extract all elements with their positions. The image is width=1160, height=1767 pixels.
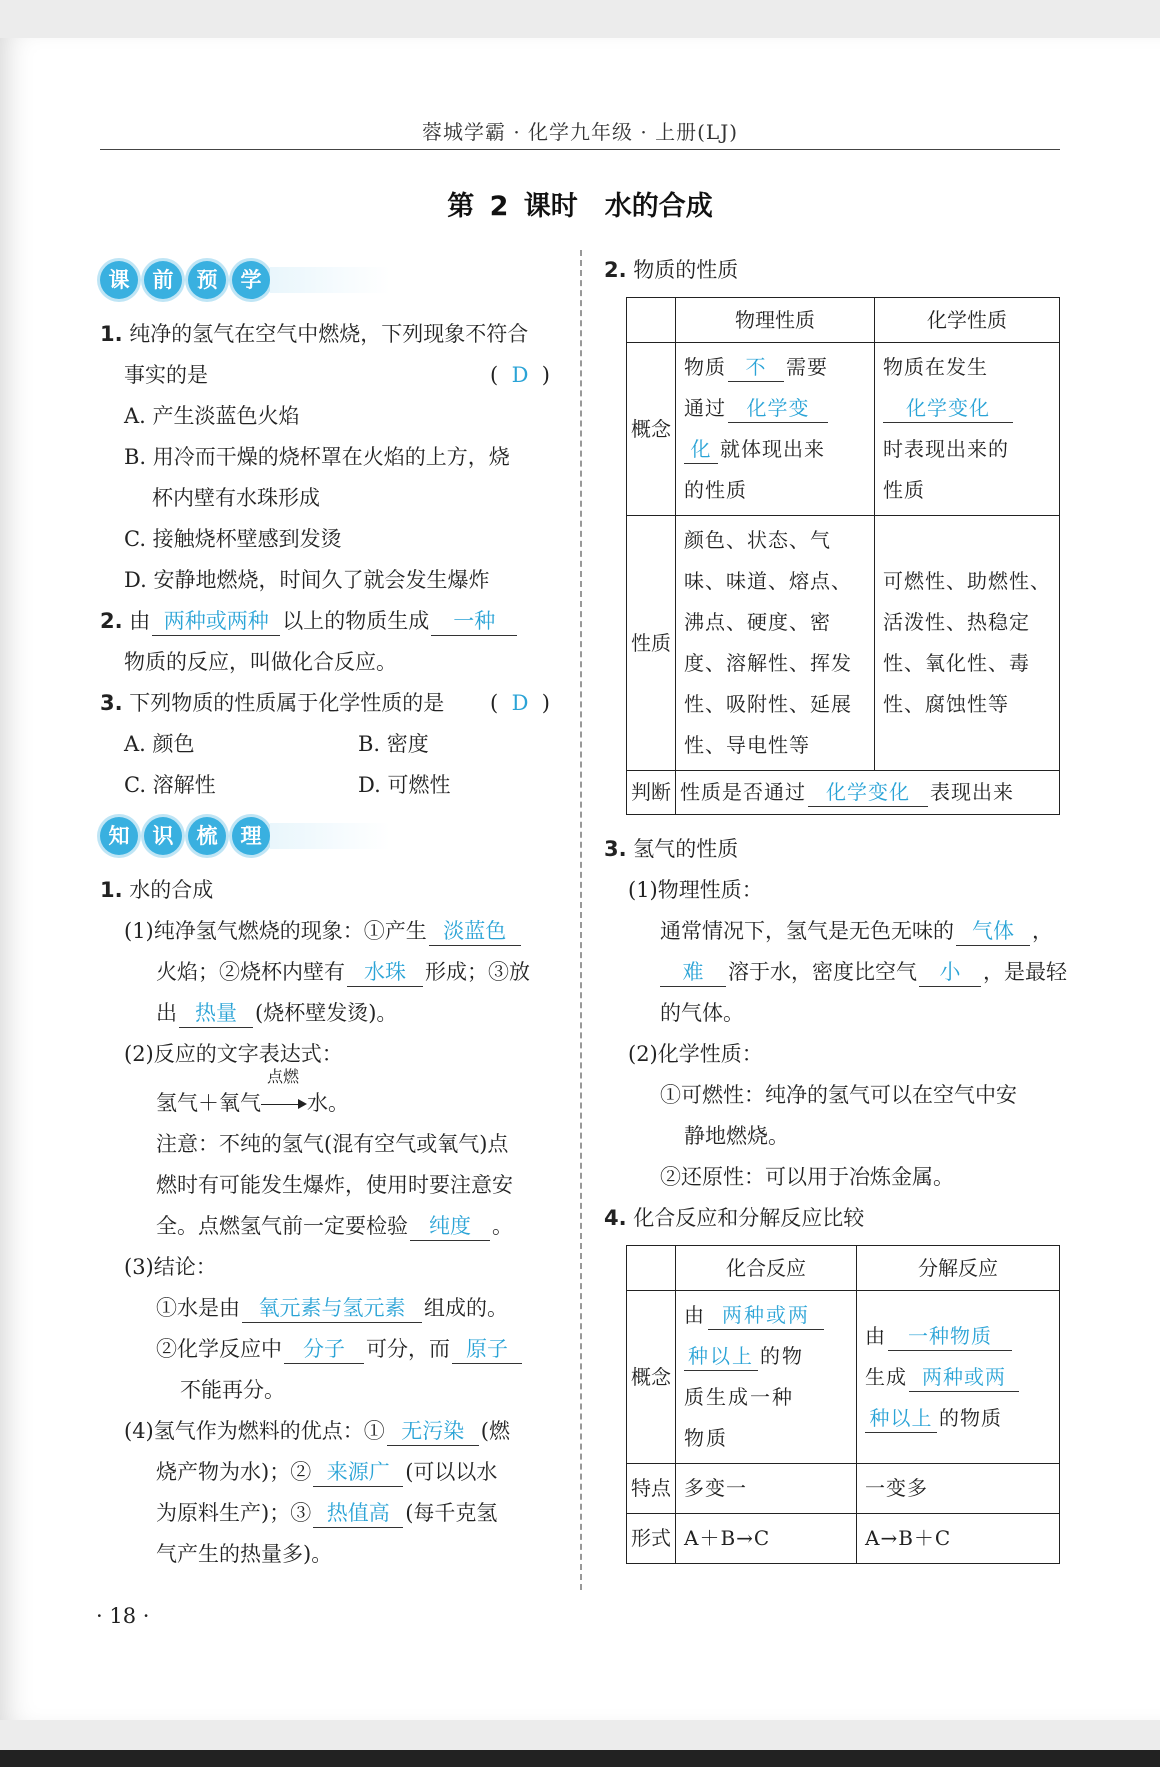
badge-char: 理 bbox=[232, 817, 270, 855]
badge-decoration bbox=[270, 267, 390, 293]
k1-s1-line3: 出 热量 (烧杯壁发烫)。 bbox=[100, 993, 556, 1034]
q1-option-d: D. 安静地燃烧，时间久了就会发生爆炸 bbox=[124, 568, 490, 592]
k2-heading: 2. 物质的性质 bbox=[604, 258, 739, 282]
k3-heading: 3. 氢气的性质 bbox=[604, 837, 739, 861]
q2-line2: 物质的反应，叫做化合反应。 bbox=[124, 650, 397, 674]
k4-heading: 4. 化合反应和分解反应比较 bbox=[604, 1206, 865, 1230]
k1-s4-line4: 气产生的热量多)。 bbox=[156, 1542, 333, 1566]
k1-s4-line3: 为原料生产)；③ 热值高 (每千克氢 bbox=[100, 1493, 556, 1534]
k1-s3: (3)结论： bbox=[124, 1255, 217, 1279]
q3-options-ab: A. 颜色 B. 密度 bbox=[124, 732, 429, 756]
q2-line1: 2. 由 两种或两种 以上的物质生成 一种 bbox=[100, 601, 556, 642]
q3-answer-paren: ( D ) bbox=[490, 691, 550, 715]
k1-s4-line1: (4)氢气作为燃料的优点：① 无污染 (燃 bbox=[100, 1411, 556, 1452]
q1-option-a: A. 产生淡蓝色火焰 bbox=[124, 404, 300, 428]
column-divider bbox=[580, 250, 582, 1590]
combination-feature: 多变一 bbox=[676, 1464, 857, 1514]
combination-form: A＋B→C bbox=[676, 1514, 857, 1564]
k1-s4-line2: 烧产物为水)；② 来源广 (可以以水 bbox=[100, 1452, 556, 1493]
reaction-table bbox=[626, 1245, 1060, 1564]
header-rule bbox=[100, 149, 1060, 150]
k1-heading: 1. 水的合成 bbox=[100, 878, 214, 902]
row-property-label: 性质 bbox=[627, 516, 676, 771]
row-form-label: 形式 bbox=[627, 1514, 676, 1564]
property-table bbox=[626, 297, 1060, 815]
q1-answer: D bbox=[511, 363, 529, 387]
k3-c2: ②还原性：可以用于冶炼金属。 bbox=[660, 1165, 954, 1189]
row-concept-label: 概念 bbox=[627, 343, 676, 516]
badge-char: 梳 bbox=[188, 817, 226, 855]
chemical-properties: 可燃性、助燃性、 活泼性、热稳定 性、氧化性、毒 性、腐蚀性等 bbox=[875, 516, 1060, 771]
q2-blank1: 两种或两种 bbox=[152, 607, 280, 636]
k3-p1-line1: 通常情况下，氢气是无色无味的 气体 ， bbox=[604, 911, 1060, 952]
badge-char: 课 bbox=[100, 261, 138, 299]
page-number: · 18 · bbox=[96, 1604, 150, 1628]
decomposition-concept: 由 一种物质 生成 两种或两 种以上 的物质 bbox=[857, 1291, 1060, 1464]
k1-equation: 氢气＋氧气 点燃 水。 bbox=[156, 1066, 349, 1115]
reaction-arrow: 点燃 bbox=[261, 1095, 307, 1115]
header-combination: 化合反应 bbox=[676, 1246, 857, 1291]
k1-note1: 注意：不纯的氢气(混有空气或氧气)点 bbox=[156, 1132, 509, 1156]
section-badge-knowledge bbox=[100, 816, 556, 856]
badge-char: 知 bbox=[100, 817, 138, 855]
header-chemical: 化学性质 bbox=[875, 298, 1060, 343]
running-header: 蓉城学霸 · 化学九年级 · 上册(LJ) bbox=[421, 120, 739, 144]
k1-c2-cont: 不能再分。 bbox=[180, 1378, 285, 1402]
q3-line1: 3. 下列物质的性质属于化学性质的是 ( D ) bbox=[100, 683, 556, 724]
k3-p1-line2: 难 溶于水，密度比空气 小 ，是最轻 bbox=[604, 952, 1060, 993]
k1-note2: 燃时有可能发生爆炸，使用时要注意安 bbox=[156, 1173, 513, 1197]
header-decomposition: 分解反应 bbox=[857, 1246, 1060, 1291]
badge-char: 学 bbox=[232, 261, 270, 299]
q1-answer-paren: ( D ) bbox=[490, 363, 550, 387]
k3-c1-line2: 静地燃烧。 bbox=[684, 1124, 789, 1148]
k1-c2: ②化学反应中 分子 可分，而 原子 bbox=[100, 1329, 556, 1370]
q3-options-cd: C. 溶解性 D. 可燃性 bbox=[124, 773, 451, 797]
section-badge-preview bbox=[100, 260, 556, 300]
q1-option-b-cont: 杯内壁有水珠形成 bbox=[152, 486, 320, 510]
q1-option-b: B. 用冷而干燥的烧杯罩在火焰的上方，烧 bbox=[124, 445, 510, 469]
row-judge-label: 判断 bbox=[627, 771, 676, 815]
k3-p1-line3: 的气体。 bbox=[660, 1001, 744, 1025]
badge-char: 前 bbox=[144, 261, 182, 299]
k1-c1: ①水是由 氧元素与氢元素 组成的。 bbox=[100, 1288, 556, 1329]
physical-properties: 颜色、状态、气 味、味道、熔点、 沸点、硬度、密 度、溶解性、挥发 性、吸附性、延展 性、导电性等 bbox=[676, 516, 875, 771]
judge-criterion: 性质是否通过 化学变化 表现出来 bbox=[676, 771, 1060, 815]
combination-concept: 由 两种或两 种以上 的物 质生成一种 物质 bbox=[676, 1291, 857, 1464]
decomposition-form: A→B＋C bbox=[857, 1514, 1060, 1564]
q1-line1: 1. 纯净的氢气在空气中燃烧，下列现象不符合 bbox=[100, 322, 529, 346]
decomposition-feature: 一变多 bbox=[857, 1464, 1060, 1514]
k1-note3: 全。点燃氢气前一定要检验 纯度 。 bbox=[100, 1206, 556, 1247]
k3-s2: (2)化学性质： bbox=[628, 1042, 763, 1066]
bottom-bar bbox=[0, 1750, 1160, 1767]
q1-option-c: C. 接触烧杯壁感到发烫 bbox=[124, 527, 342, 551]
left-column bbox=[100, 250, 556, 1575]
table-corner bbox=[627, 298, 676, 343]
header-physical: 物理性质 bbox=[676, 298, 875, 343]
q2-blank2: 一种 bbox=[431, 607, 517, 636]
right-column bbox=[604, 250, 1067, 1578]
physical-concept: 物质 不 需要 通过 化学变 化 就体现出来 的性质 bbox=[676, 343, 875, 516]
k3-c1-line1: ①可燃性：纯净的氢气可以在空气中安 bbox=[660, 1083, 1017, 1107]
row-concept-label: 概念 bbox=[627, 1291, 676, 1464]
k3-s1: (1)物理性质： bbox=[628, 878, 763, 902]
q3-answer: D bbox=[511, 691, 529, 715]
k1-s1-line1: (1)纯净氢气燃烧的现象：①产生 淡蓝色 bbox=[100, 911, 556, 952]
badge-char: 预 bbox=[188, 261, 226, 299]
lesson-title: 第 2 课时 水的合成 bbox=[447, 191, 713, 222]
chemical-concept: 物质在发生 化学变化 时表现出来的 性质 bbox=[875, 343, 1060, 516]
badge-decoration bbox=[270, 823, 390, 849]
k1-s2: (2)反应的文字表达式： bbox=[124, 1042, 343, 1066]
q1-line2: 事实的是 ( D ) bbox=[100, 355, 556, 396]
badge-char: 识 bbox=[144, 817, 182, 855]
table-corner bbox=[627, 1246, 676, 1291]
row-feature-label: 特点 bbox=[627, 1464, 676, 1514]
k1-s1-line2: 火焰；②烧杯内壁有 水珠 形成；③放 bbox=[100, 952, 556, 993]
